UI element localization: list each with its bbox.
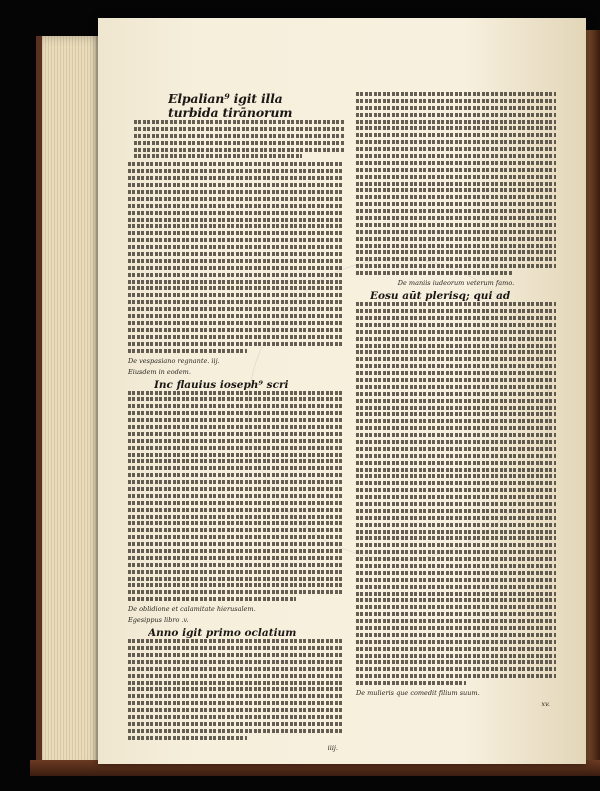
page-stack-edge <box>36 36 104 769</box>
body-text-block <box>128 162 344 352</box>
folio-number: xv. <box>541 700 550 709</box>
rubric-line: Eiusdem in eodem. <box>128 367 191 376</box>
body-text-block <box>128 120 344 158</box>
section-heading: Elpalian⁹ igit illa <box>168 92 283 106</box>
body-text-block <box>128 639 344 739</box>
rubric-line: De maniis iudeorum veterum famo. <box>397 279 515 288</box>
rubric-line: De mulieris que comedit filium suum. <box>356 689 480 698</box>
facing-page-edge <box>584 30 600 760</box>
section-heading-continued: turbida tirānorum <box>168 106 293 120</box>
rubric-line: Egesippus libro .v. <box>128 616 189 625</box>
body-text-block <box>356 302 556 685</box>
section-heading: Inc flauius ioseph⁹ scri <box>154 378 289 391</box>
opening-heading-block <box>168 92 344 120</box>
rubric-line: De oblidione et calamitate hierusalem. <box>128 605 256 614</box>
left-text-column <box>128 92 344 756</box>
section-heading: Eosu aūt plerisq; qui ad <box>370 290 511 303</box>
right-text-column <box>356 92 556 712</box>
body-text-block <box>128 391 344 602</box>
rubric-line: De vespasiano regnante. iij. <box>128 356 220 365</box>
body-text-block <box>356 92 556 275</box>
folio-number: iiij. <box>327 743 338 752</box>
section-heading: Anno igit primo oclatium <box>148 627 297 640</box>
